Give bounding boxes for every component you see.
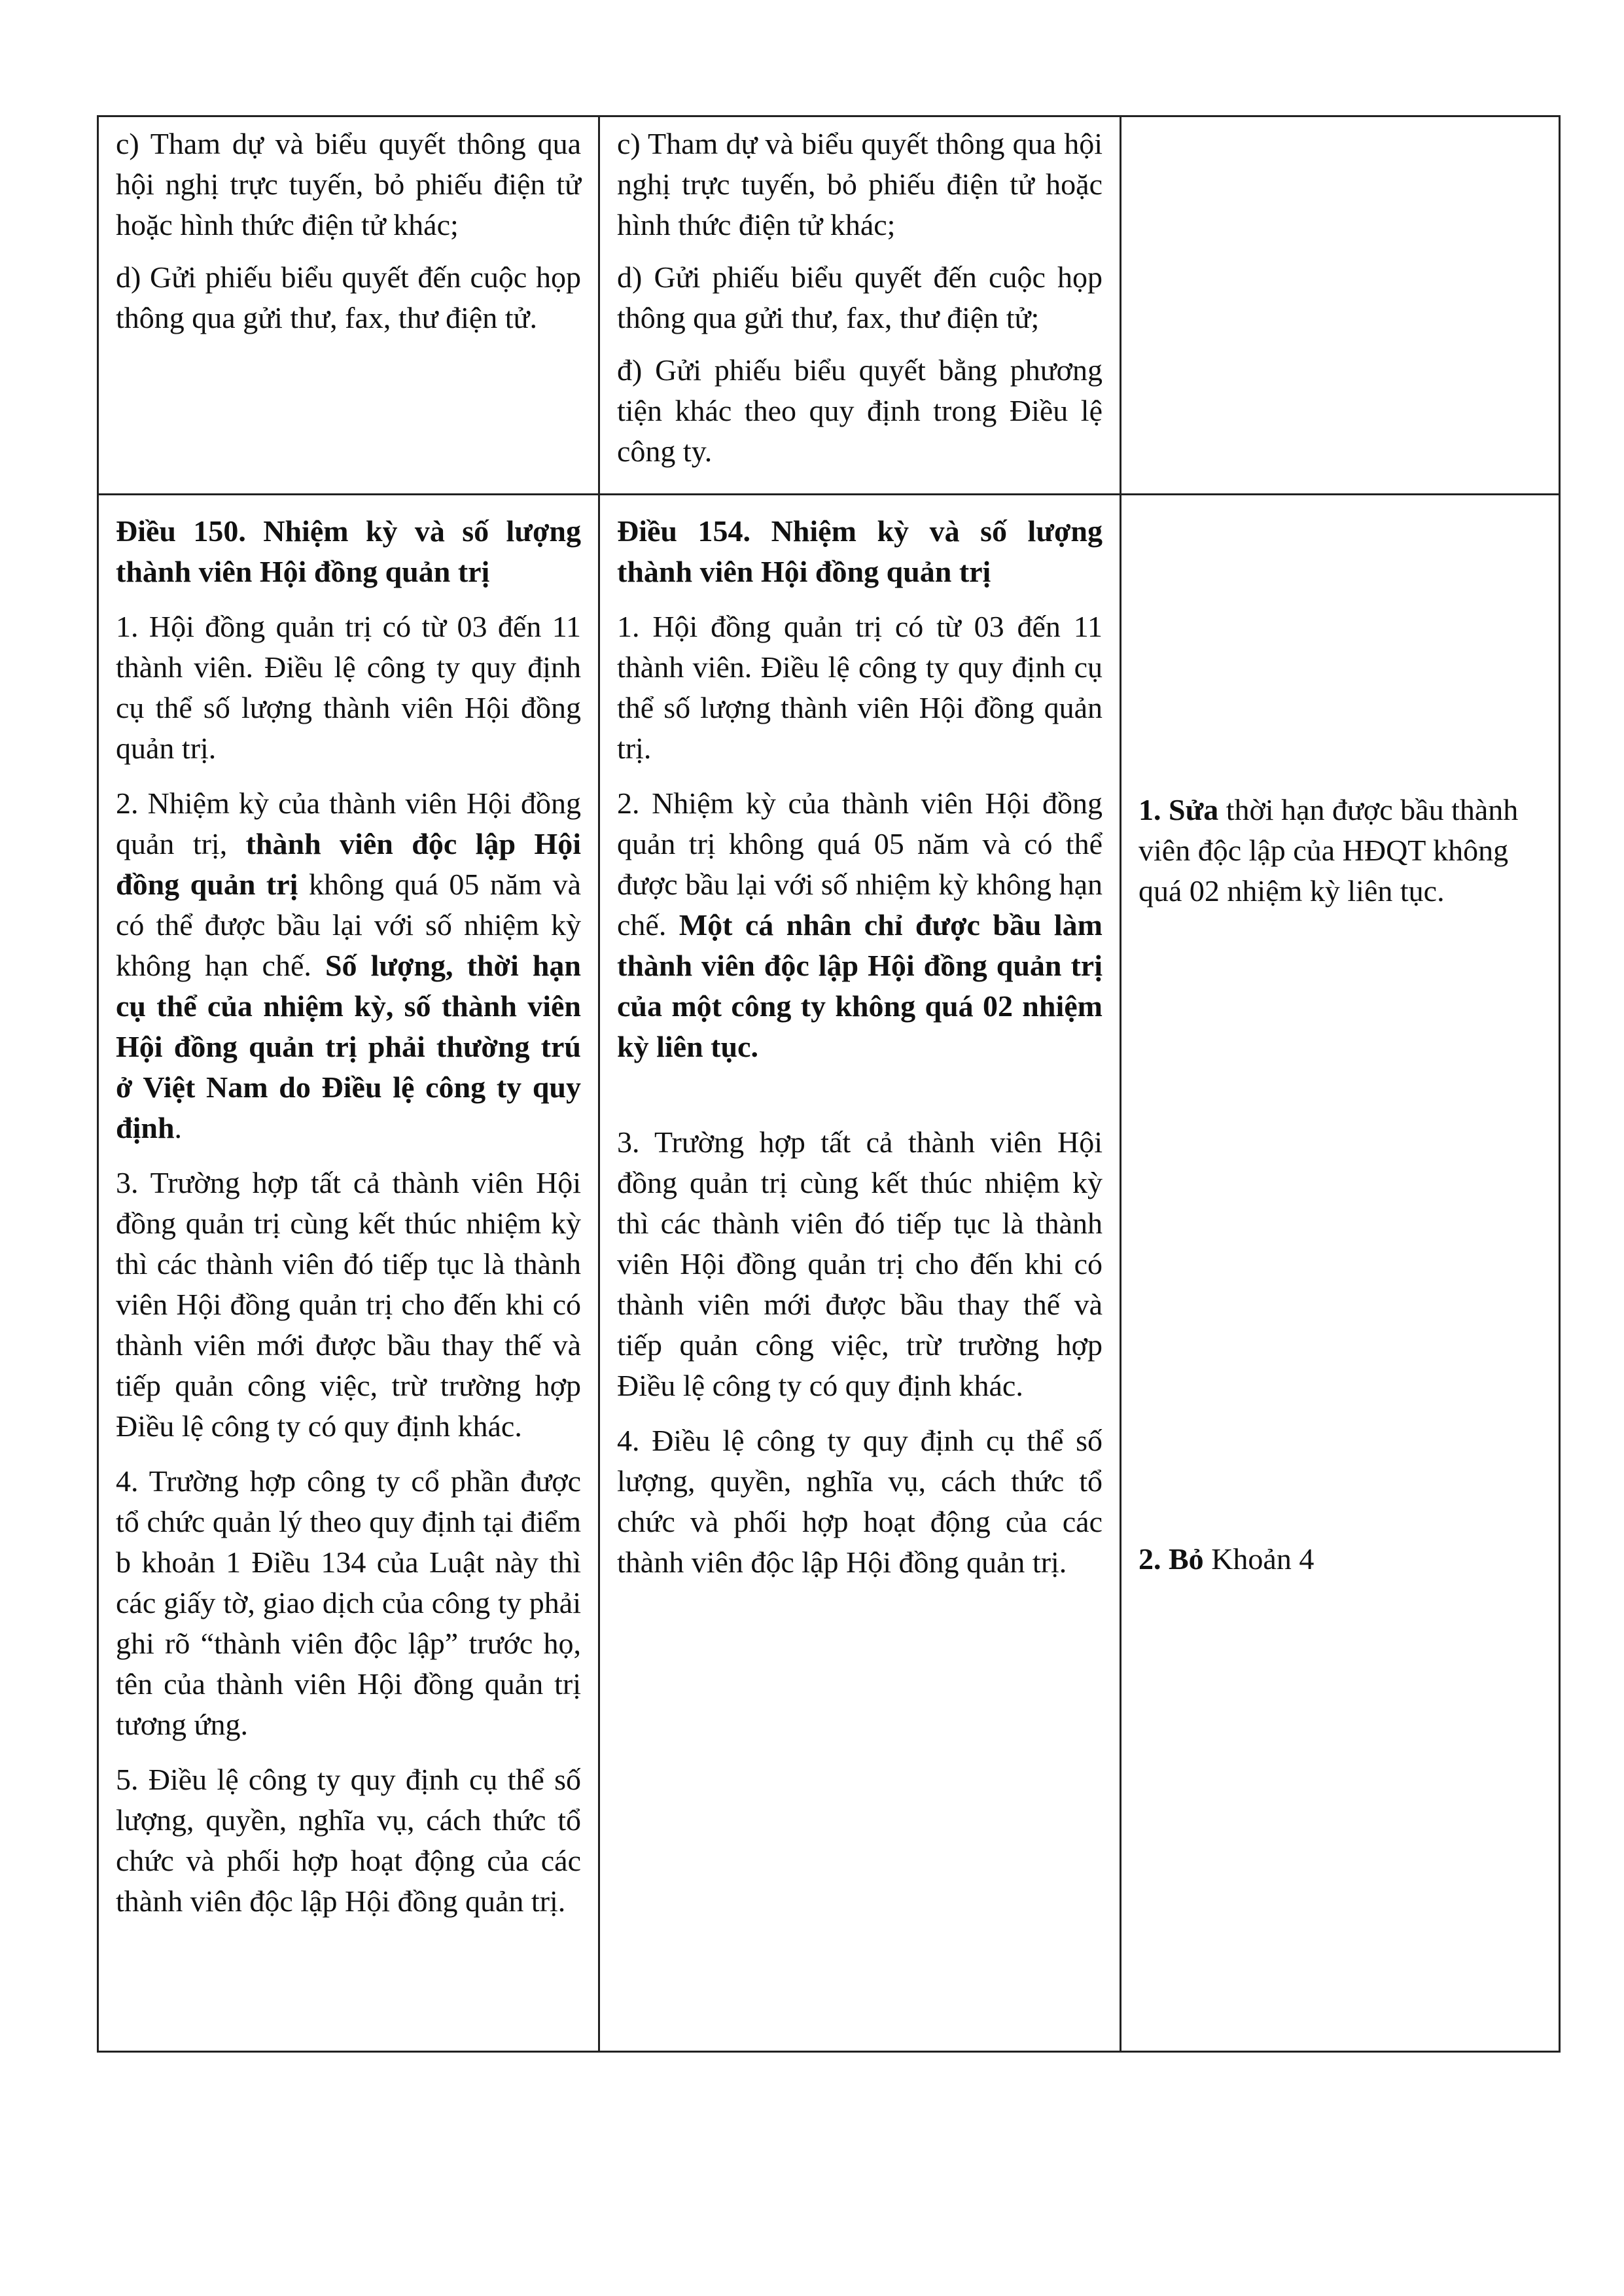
paragraph: 5. Điều lệ công ty quy định cụ thể số lượng, quyền, nghĩa vụ, cách thức tổ chức và phối hợp hoạt động của các thành viên độc lập Hội đồng quản trị. bbox=[116, 1763, 581, 1918]
paragraph bbox=[116, 783, 581, 1148]
bold-text: 1. Sửa bbox=[1139, 793, 1219, 826]
notes-cell bbox=[1121, 495, 1560, 2052]
article-heading: Điều 154. Nhiệm kỳ và số lượng thành viên Hội đồng quản trị bbox=[617, 514, 1103, 588]
text-run: . bbox=[174, 1111, 183, 1144]
paragraph: 1. Hội đồng quản trị có từ 03 đến 11 thành viên. Điều lệ công ty quy định cụ thể số lượng thành viên Hội đồng quản trị. bbox=[617, 610, 1103, 765]
paragraph: d) Gửi phiếu biểu quyết đến cuộc họp thông qua gửi thư, fax, thư điện tử. bbox=[116, 260, 581, 334]
paragraph: 3. Trường hợp tất cả thành viên Hội đồng quản trị cùng kết thúc nhiệm kỳ thì các thành viên đó tiếp tục là thành viên Hội đồng quản trị cho đến khi có thành viên mới được bầu thay thế và tiếp quản công việc, trừ trường hợp Điều lệ công ty có quy định khác. bbox=[617, 1125, 1103, 1402]
table-row bbox=[98, 495, 1560, 2052]
article-heading: Điều 150. Nhiệm kỳ và số lượng thành viên Hội đồng quản trị bbox=[116, 514, 581, 588]
change-note bbox=[1139, 1539, 1542, 1580]
table-row bbox=[98, 116, 1560, 495]
paragraph: 1. Hội đồng quản trị có từ 03 đến 11 thành viên. Điều lệ công ty quy định cụ thể số lượng thành viên Hội đồng quản trị. bbox=[116, 610, 581, 765]
paragraph: c) Tham dự và biểu quyết thông qua hội nghị trực tuyến, bỏ phiếu điện tử hoặc hình thức điện tử khác; bbox=[617, 127, 1103, 241]
old-law-cell bbox=[98, 495, 599, 2052]
text-run: thời hạn được bầu thành viên độc lập của HĐQT không quá 02 nhiệm kỳ liên tục. bbox=[1139, 793, 1519, 908]
paragraph: 4. Điều lệ công ty quy định cụ thể số lượng, quyền, nghĩa vụ, cách thức tổ chức và phối hợp hoạt động của các thành viên độc lập Hội đồng quản trị. bbox=[617, 1424, 1103, 1579]
text-run: 2. Nhiệm kỳ của thành viên Hội đồng quản trị không quá 05 năm và có thể được bầu lại với số nhiệm kỳ không hạn chế. bbox=[617, 786, 1103, 942]
bold-text: Một cá nhân chỉ được bầu làm thành viên độc lập Hội đồng quản trị của một công ty không quá 02 nhiệm kỳ liên tục. bbox=[617, 908, 1103, 1063]
paragraph: d) Gửi phiếu biểu quyết đến cuộc họp thông qua gửi thư, fax, thư điện tử; bbox=[617, 260, 1103, 334]
paragraph: 3. Trường hợp tất cả thành viên Hội đồng quản trị cùng kết thúc nhiệm kỳ thì các thành viên đó tiếp tục là thành viên Hội đồng quản trị cho đến khi có thành viên mới được bầu thay thế và tiếp quản công việc, trừ trường hợp Điều lệ công ty có quy định khác. bbox=[116, 1166, 581, 1443]
paragraph: c) Tham dự và biểu quyết thông qua hội nghị trực tuyến, bỏ phiếu điện tử hoặc hình thức điện tử khác; bbox=[116, 127, 581, 241]
change-note bbox=[1139, 790, 1542, 911]
new-law-cell bbox=[599, 495, 1121, 2052]
old-law-cell bbox=[98, 116, 599, 495]
bold-text: Số lượng, thời hạn cụ thể của nhiệm kỳ, số thành viên Hội đồng quản trị phải thường trú ở Việt Nam do Điều lệ công ty quy định bbox=[116, 949, 581, 1144]
paragraph: đ) Gửi phiếu biểu quyết bằng phương tiện khác theo quy định trong Điều lệ công ty. bbox=[617, 353, 1103, 468]
bold-text: 2. Bỏ bbox=[1139, 1542, 1204, 1576]
comparison-table bbox=[97, 115, 1561, 2053]
paragraph: 4. Trường hợp công ty cổ phần được tổ chức quản lý theo quy định tại điểm b khoản 1 Điều 134 của Luật này thì các giấy tờ, giao dịch của công ty phải ghi rõ “thành viên độc lập” trước họ, tên của thành viên Hội đồng quản trị tương ứng. bbox=[116, 1464, 581, 1741]
notes-cell bbox=[1121, 116, 1560, 495]
text-run: không quá 05 năm và có thể được bầu lại với số nhiệm kỳ không hạn chế. bbox=[116, 868, 582, 982]
paragraph bbox=[617, 783, 1103, 1067]
text-run: Khoản 4 bbox=[1203, 1542, 1315, 1576]
new-law-cell bbox=[599, 116, 1121, 495]
text-run: 2. Nhiệm kỳ của thành viên Hội đồng quản trị, bbox=[116, 786, 581, 860]
bold-text: thành viên độc lập Hội đồng quản trị bbox=[116, 827, 581, 901]
